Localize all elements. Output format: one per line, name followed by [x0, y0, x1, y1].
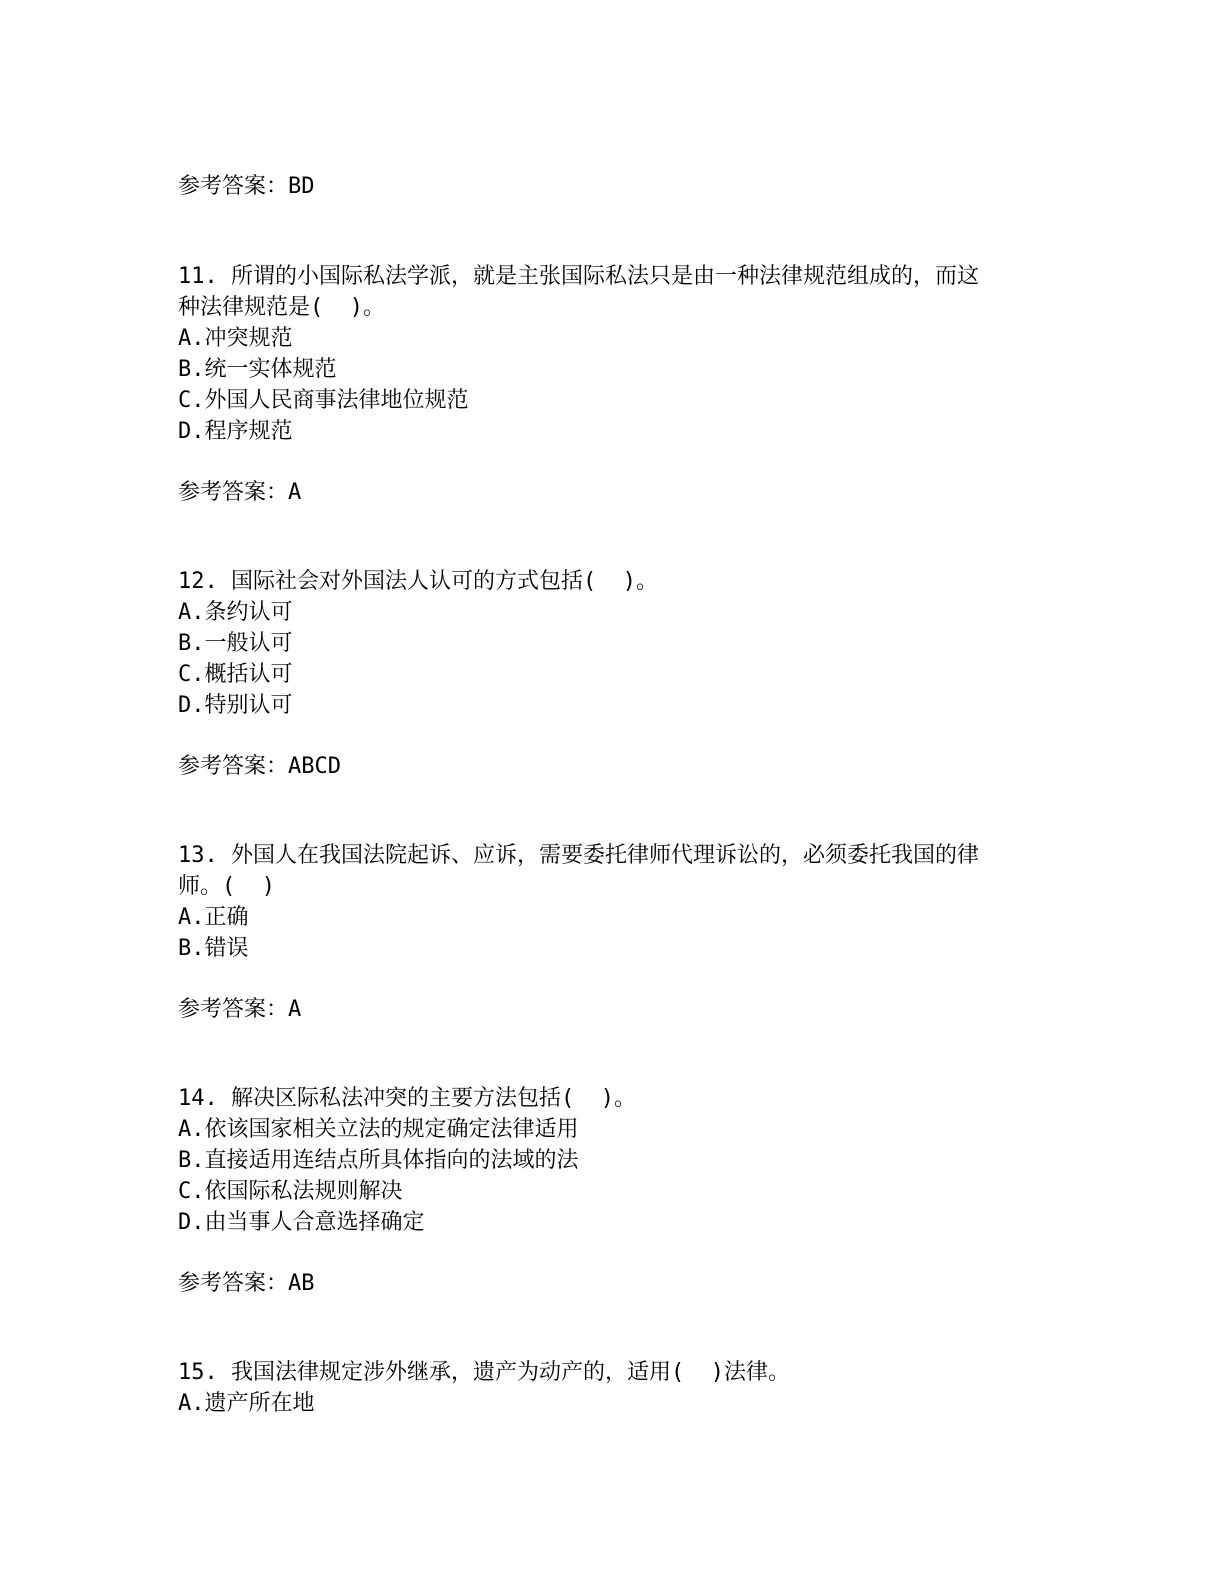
question-13	[178, 840, 1048, 964]
answer-text: 参考答案：BD	[178, 174, 315, 199]
option-c: C.概括认可	[178, 662, 293, 687]
answer-block-14	[178, 1268, 1048, 1299]
option-c: C.外国人民商事法律地位规范	[178, 388, 469, 413]
question-11	[178, 261, 1048, 447]
answer-text: 参考答案：A	[178, 480, 302, 505]
answer-block-11	[178, 477, 1048, 508]
answer-block-10	[178, 171, 1048, 202]
answer-block-13	[178, 994, 1048, 1025]
answer-text: 参考答案：A	[178, 997, 302, 1022]
option-d: D.由当事人合意选择确定	[178, 1210, 425, 1235]
question-stem: 师。( )	[178, 874, 275, 899]
question-14	[178, 1083, 1048, 1238]
question-stem: 14. 解决区际私法冲突的主要方法包括( )。	[178, 1086, 636, 1111]
option-b: B.统一实体规范	[178, 357, 337, 382]
question-stem: 种法律规范是( )。	[178, 295, 385, 320]
question-stem: 12. 国际社会对外国法人认可的方式包括( )。	[178, 569, 658, 594]
answer-text: 参考答案：ABCD	[178, 754, 341, 779]
answer-block-12	[178, 751, 1048, 782]
answer-text: 参考答案：AB	[178, 1271, 315, 1296]
option-d: D.特别认可	[178, 693, 293, 718]
option-a: A.冲突规范	[178, 326, 293, 351]
question-stem: 15. 我国法律规定涉外继承，遗产为动产的，适用( )法律。	[178, 1360, 790, 1385]
option-a: A.依该国家相关立法的规定确定法律适用	[178, 1117, 579, 1142]
option-b: B.错误	[178, 936, 249, 961]
option-a: A.条约认可	[178, 600, 293, 625]
option-d: D.程序规范	[178, 419, 293, 444]
option-b: B.一般认可	[178, 631, 293, 656]
question-stem: 13. 外国人在我国法院起诉、应诉，需要委托律师代理诉讼的，必须委托我国的律	[178, 843, 979, 868]
question-stem: 11. 所谓的小国际私法学派，就是主张国际私法只是由一种法律规范组成的，而这	[178, 264, 979, 289]
option-a: A.正确	[178, 905, 249, 930]
question-15	[178, 1357, 1048, 1419]
option-c: C.依国际私法规则解决	[178, 1179, 403, 1204]
option-b: B.直接适用连结点所具体指向的法域的法	[178, 1148, 579, 1173]
question-12	[178, 566, 1048, 721]
option-a: A.遗产所在地	[178, 1391, 315, 1416]
